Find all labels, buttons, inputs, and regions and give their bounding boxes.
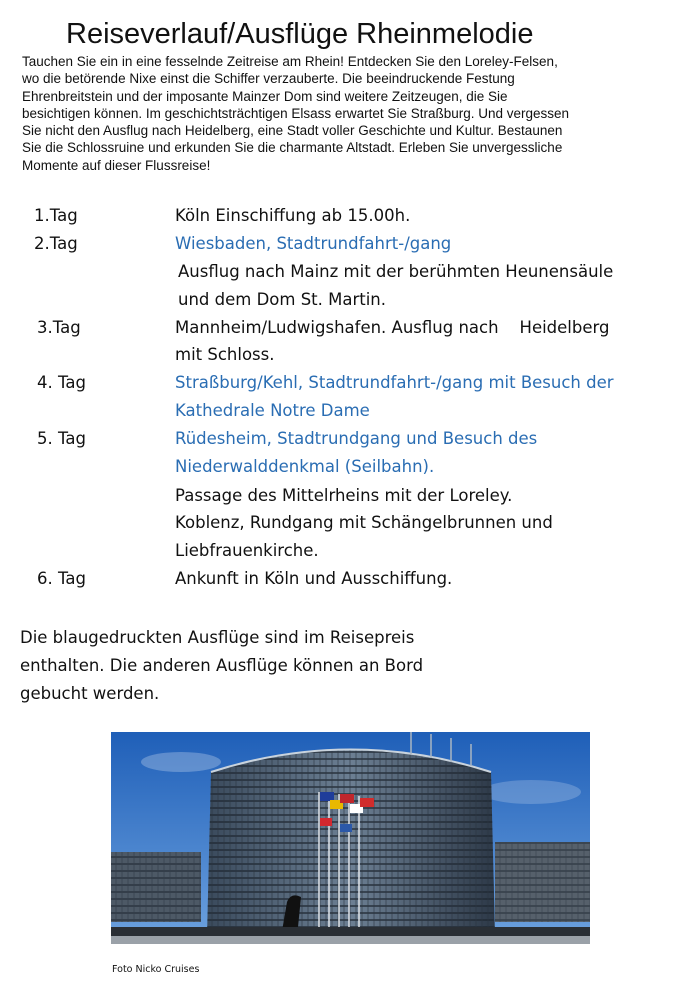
itinerary-text: Passage des Mittelrheins mit der Loreley.: [175, 486, 513, 505]
itinerary-text: Niederwalddenkmal (Seilbahn).: [175, 457, 435, 476]
itinerary-text: Köln Einschiffung ab 15.00h.: [175, 206, 411, 225]
itinerary-text: Ausflug nach Mainz mit der berühmten Heunensäule: [178, 262, 614, 281]
itinerary-text: Rüdesheim, Stadtrundgang und Besuch des: [175, 429, 538, 448]
price-note-line: Die blaugedruckten Ausflüge sind im Reisepreis: [20, 628, 415, 647]
itinerary-day-label: 3.Tag: [37, 318, 81, 337]
intro-line: Tauchen Sie ein in eine fesselnde Zeitreise am Rhein! Entdecken Sie den Loreley-Felsen,: [22, 54, 558, 69]
parliament-building-illustration: [111, 732, 590, 944]
itinerary-day-label: 6. Tag: [37, 569, 86, 588]
price-note-line: gebucht werden.: [20, 684, 160, 703]
intro-line: Ehrenbreitstein und der imposante Mainzer Dom sind weitere Zeitzeugen, die Sie: [22, 88, 508, 104]
intro-line: Momente auf dieser Flussreise!: [22, 157, 211, 173]
itinerary-text: Mannheim/Ludwigshafen. Ausflug nach Heidelberg: [175, 318, 610, 337]
itinerary-text: und dem Dom St. Martin.: [178, 290, 387, 309]
building-photo: [111, 732, 590, 944]
itinerary-day-label: 1.Tag: [34, 206, 78, 225]
price-note-line: enthalten. Die anderen Ausflüge können an Bord: [20, 656, 424, 675]
itinerary-text: mit Schloss.: [175, 345, 275, 364]
itinerary-text: Koblenz, Rundgang mit Schängelbrunnen und: [175, 513, 553, 532]
intro-paragraph: [22, 53, 672, 174]
itinerary-text: Ankunft in Köln und Ausschiffung.: [175, 569, 453, 588]
itinerary-text: Kathedrale Notre Dame: [175, 401, 370, 420]
intro-line: wo die betörende Nixe einst die Schiffer verzauberte. Die beeindruckende Festung: [22, 71, 515, 87]
photo-caption: Foto Nicko Cruises: [112, 964, 200, 975]
document-title: Reiseverlauf/Ausflüge Rheinmelodie: [66, 18, 534, 50]
itinerary-day-label: 2.Tag: [34, 234, 78, 253]
itinerary-text: Wiesbaden, Stadtrundfahrt-/gang: [175, 234, 452, 253]
intro-line: besichtigen können. Im geschichtsträchtigen Elsass erwartet Sie Straßburg. Und vergessen: [22, 105, 570, 121]
itinerary-text: Liebfrauenkirche.: [175, 541, 319, 560]
itinerary-day-label: 5. Tag: [37, 429, 86, 448]
intro-line: Sie nicht den Ausflug nach Heidelberg, eine Stadt voller Geschichte und Kultur. Bestaunen: [22, 123, 563, 139]
itinerary-text: Straßburg/Kehl, Stadtrundfahrt-/gang mit Besuch der: [175, 373, 614, 392]
intro-line: Sie die Schlossruine und erkunden Sie die charmante Altstadt. Erleben Sie unvergessliche: [22, 140, 563, 156]
itinerary-day-label: 4. Tag: [37, 373, 86, 392]
price-note: [20, 624, 620, 708]
